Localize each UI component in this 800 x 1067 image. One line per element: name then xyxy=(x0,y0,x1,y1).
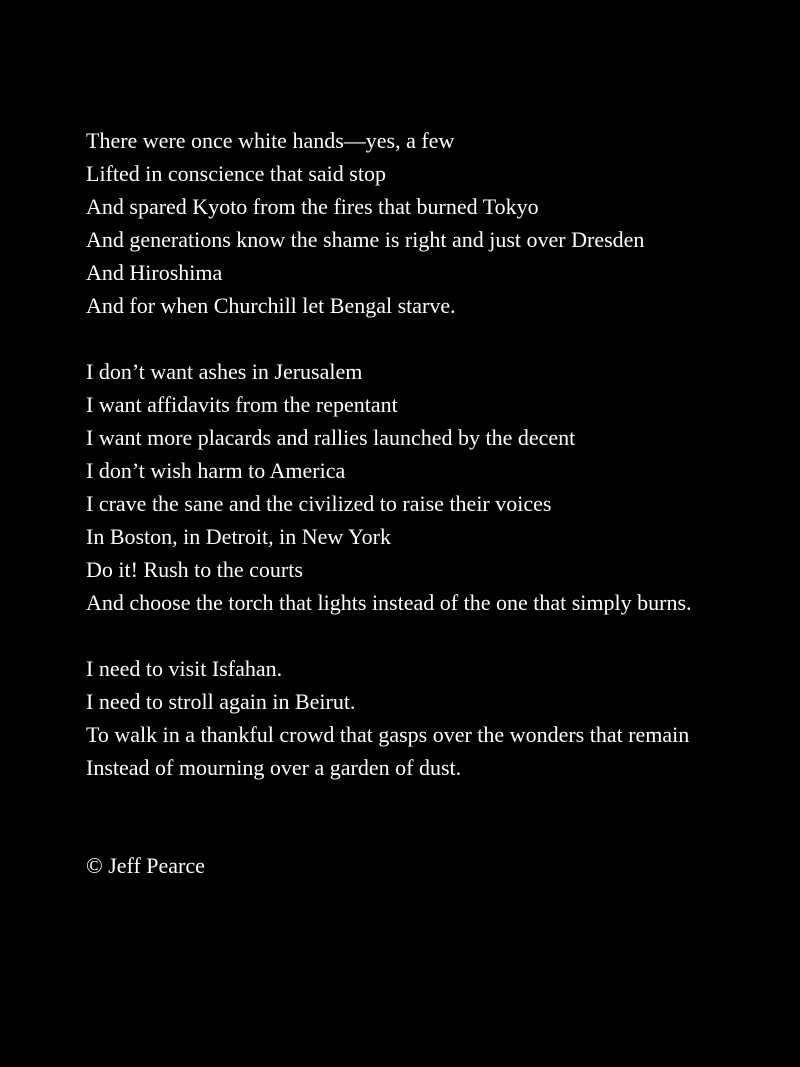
poem-line: I crave the sane and the civilized to raise their voices xyxy=(86,491,552,516)
poem-line: And generations know the shame is right and just over Dresden xyxy=(86,227,645,252)
stanza-3 xyxy=(86,652,786,784)
poem-line: In Boston, in Detroit, in New York xyxy=(86,524,391,549)
poem-line: I don’t want ashes in Jerusalem xyxy=(86,359,363,384)
stanza-1 xyxy=(86,124,786,322)
copyright-signature: © Jeff Pearce xyxy=(86,853,205,878)
poem-line: I need to stroll again in Beirut. xyxy=(86,689,356,714)
poem-line: And spared Kyoto from the fires that burned Tokyo xyxy=(86,194,539,219)
poem-line: I want affidavits from the repentant xyxy=(86,392,398,417)
poem-line: I need to visit Isfahan. xyxy=(86,656,283,681)
poem-line: And Hiroshima xyxy=(86,260,223,285)
poem-line: Do it! Rush to the courts xyxy=(86,557,303,582)
poem-line: And choose the torch that lights instead of the one that simply burns. xyxy=(86,590,692,615)
poem-line: And for when Churchill let Bengal starve. xyxy=(86,293,456,318)
stanza-2 xyxy=(86,355,786,619)
poem-line: Instead of mourning over a garden of dust. xyxy=(86,755,462,780)
poem-line: To walk in a thankful crowd that gasps over the wonders that remain xyxy=(86,722,690,747)
poem-line: I want more placards and rallies launched by the decent xyxy=(86,425,576,450)
poem xyxy=(86,124,786,784)
poem-line: I don’t wish harm to America xyxy=(86,458,346,483)
poem-line: Lifted in conscience that said stop xyxy=(86,161,386,186)
poem-line: There were once white hands—yes, a few xyxy=(86,128,455,153)
